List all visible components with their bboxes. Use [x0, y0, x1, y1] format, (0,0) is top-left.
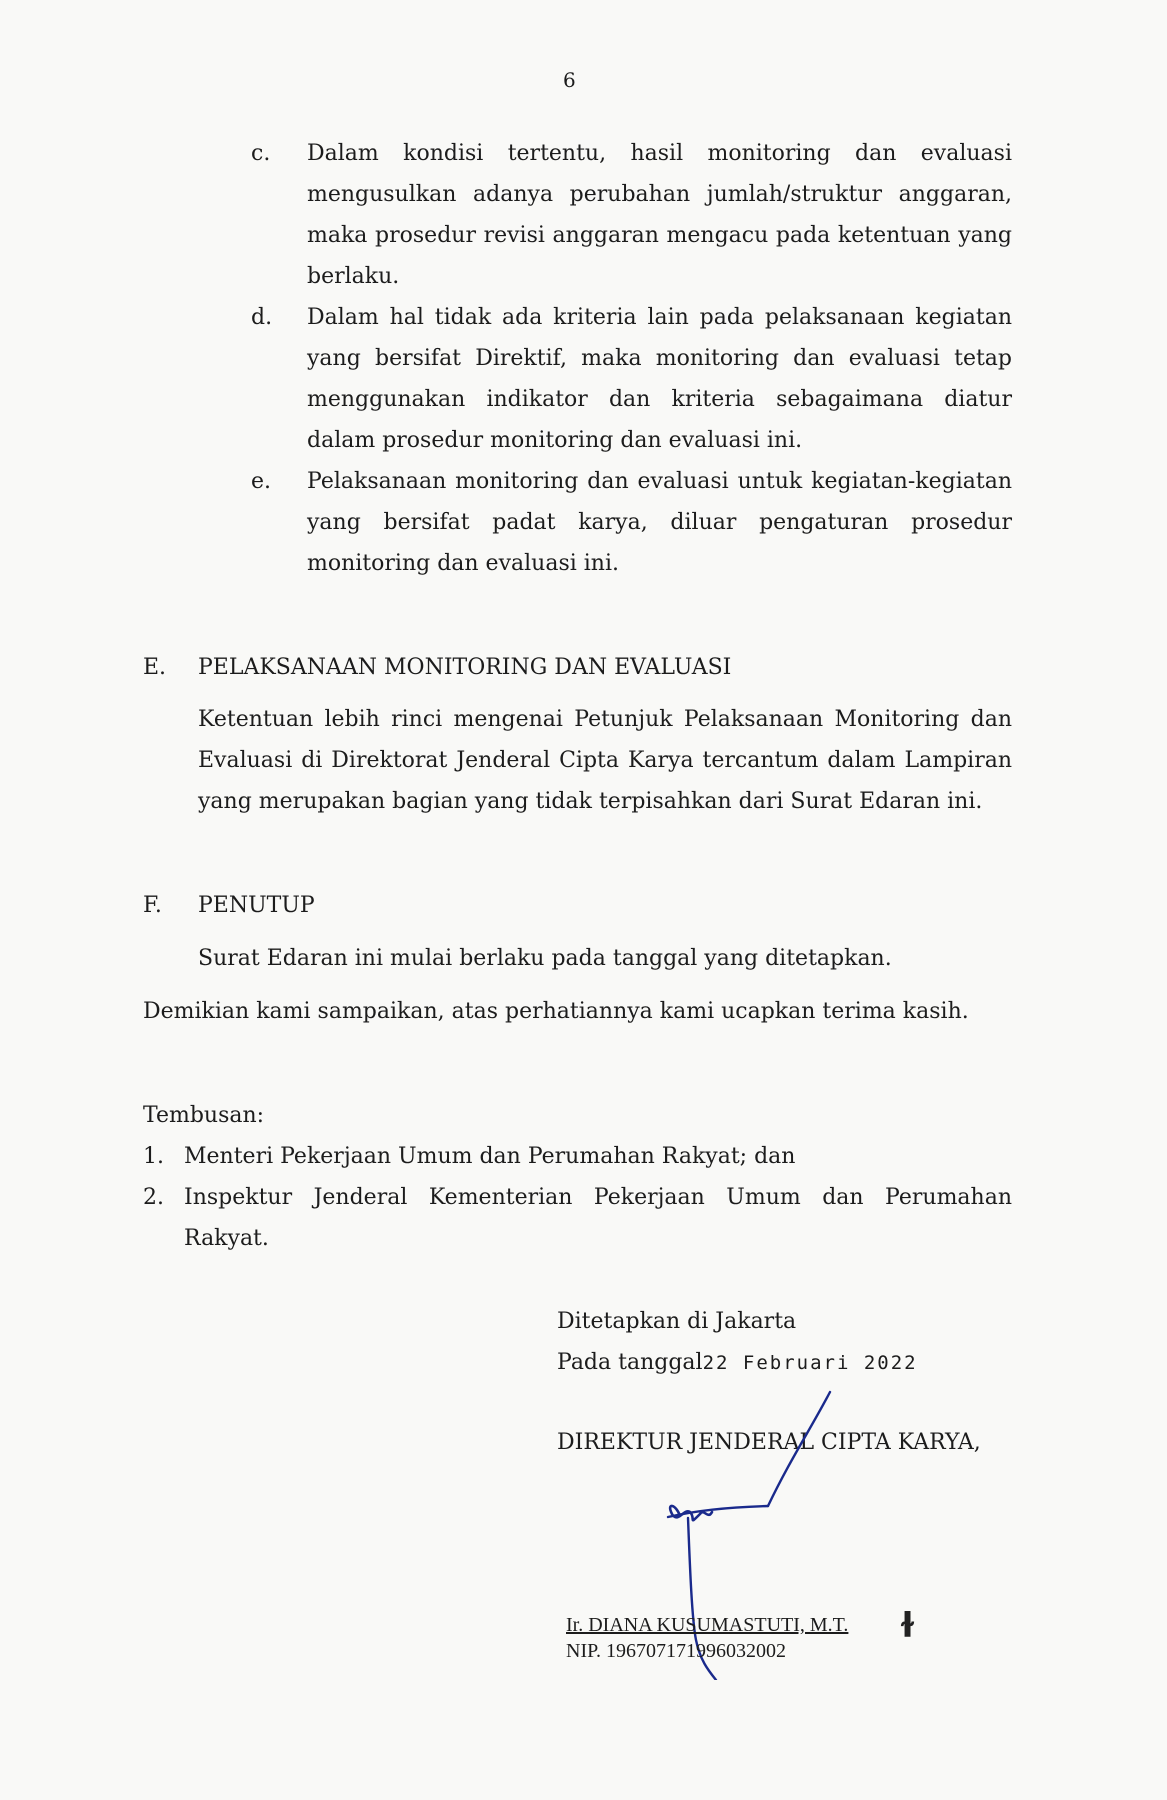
section-f-text: Surat Edaran ini mulai berlaku pada tanggal yang ditetapkan.: [198, 946, 892, 971]
section-f-marker: F.: [143, 893, 162, 918]
section-e-heading: PELAKSANAAN MONITORING DAN EVALUASI: [198, 655, 732, 680]
item-e-line-1: Pelaksanaan monitoring dan evaluasi untuk kegiatan-kegiatan: [307, 469, 1012, 494]
item-d-line-1: Dalam hal tidak ada kriteria lain pada pelaksanaan kegiatan: [307, 305, 1012, 330]
signatory-name: [566, 1613, 848, 1638]
tembusan-item-2-line-2: Rakyat.: [184, 1226, 269, 1251]
signature-date-label: Pada tanggal: [557, 1350, 703, 1375]
list-marker-d: d.: [251, 305, 273, 330]
item-d-line-4: dalam prosedur monitoring dan evaluasi ini.: [307, 428, 803, 453]
section-e-line-1: Ketentuan lebih rinci mengenai Petunjuk Pelaksanaan Monitoring dan: [198, 707, 1012, 732]
section-e-marker: E.: [143, 655, 167, 680]
section-e-line-2: Evaluasi di Direktorat Jenderal Cipta Karya tercantum dalam Lampiran: [198, 748, 1012, 773]
item-e-line-3: monitoring dan evaluasi ini.: [307, 551, 619, 576]
item-c-line-4: berlaku.: [307, 264, 400, 289]
item-d-line-2: yang bersifat Direktif, maka monitoring dan evaluasi tetap: [307, 346, 1012, 371]
signature-title: DIREKTUR JENDERAL CIPTA KARYA,: [557, 1430, 981, 1455]
closing-sentence: Demikian kami sampaikan, atas perhatiannya kami ucapkan terima kasih.: [143, 999, 969, 1024]
tembusan-marker-1: 1.: [143, 1144, 164, 1169]
item-c-line-1: Dalam kondisi tertentu, hasil monitoring dan evaluasi: [307, 141, 1012, 166]
signature-date-value: 22 Februari 2022: [702, 1352, 918, 1374]
page-number: 6: [563, 68, 576, 92]
signatory-nip: NIP. 196707171996032002: [566, 1640, 787, 1662]
signatory-name-text: Ir. DIANA KUSUMASTUTI, M.T.: [566, 1614, 849, 1636]
item-c-line-2: mengusulkan adanya perubahan jumlah/struktur anggaran,: [307, 182, 1012, 207]
item-e-line-2: yang bersifat padat karya, diluar pengaturan prosedur: [307, 510, 1012, 535]
tembusan-item-2-line-1: Inspektur Jenderal Kementerian Pekerjaan Umum dan Perumahan: [184, 1185, 1012, 1210]
tembusan-item-1-line-1: Menteri Pekerjaan Umum dan Perumahan Rakyat; dan: [184, 1144, 796, 1169]
paraf-initial-mark: ɫ: [898, 1606, 917, 1646]
section-f-heading: PENUTUP: [198, 893, 315, 918]
list-marker-e: e.: [251, 469, 272, 494]
signature-date-line: [557, 1342, 918, 1384]
list-marker-c: c.: [251, 141, 271, 166]
tembusan-title: Tembusan:: [143, 1103, 265, 1128]
item-d-line-3: menggunakan indikator dan kriteria sebagaimana diatur: [307, 387, 1012, 412]
section-e-line-3: yang merupakan bagian yang tidak terpisahkan dari Surat Edaran ini.: [198, 789, 983, 814]
tembusan-marker-2: 2.: [143, 1185, 164, 1210]
signature-place: Ditetapkan di Jakarta: [557, 1309, 797, 1334]
item-c-line-3: maka prosedur revisi anggaran mengacu pada ketentuan yang: [307, 223, 1012, 248]
